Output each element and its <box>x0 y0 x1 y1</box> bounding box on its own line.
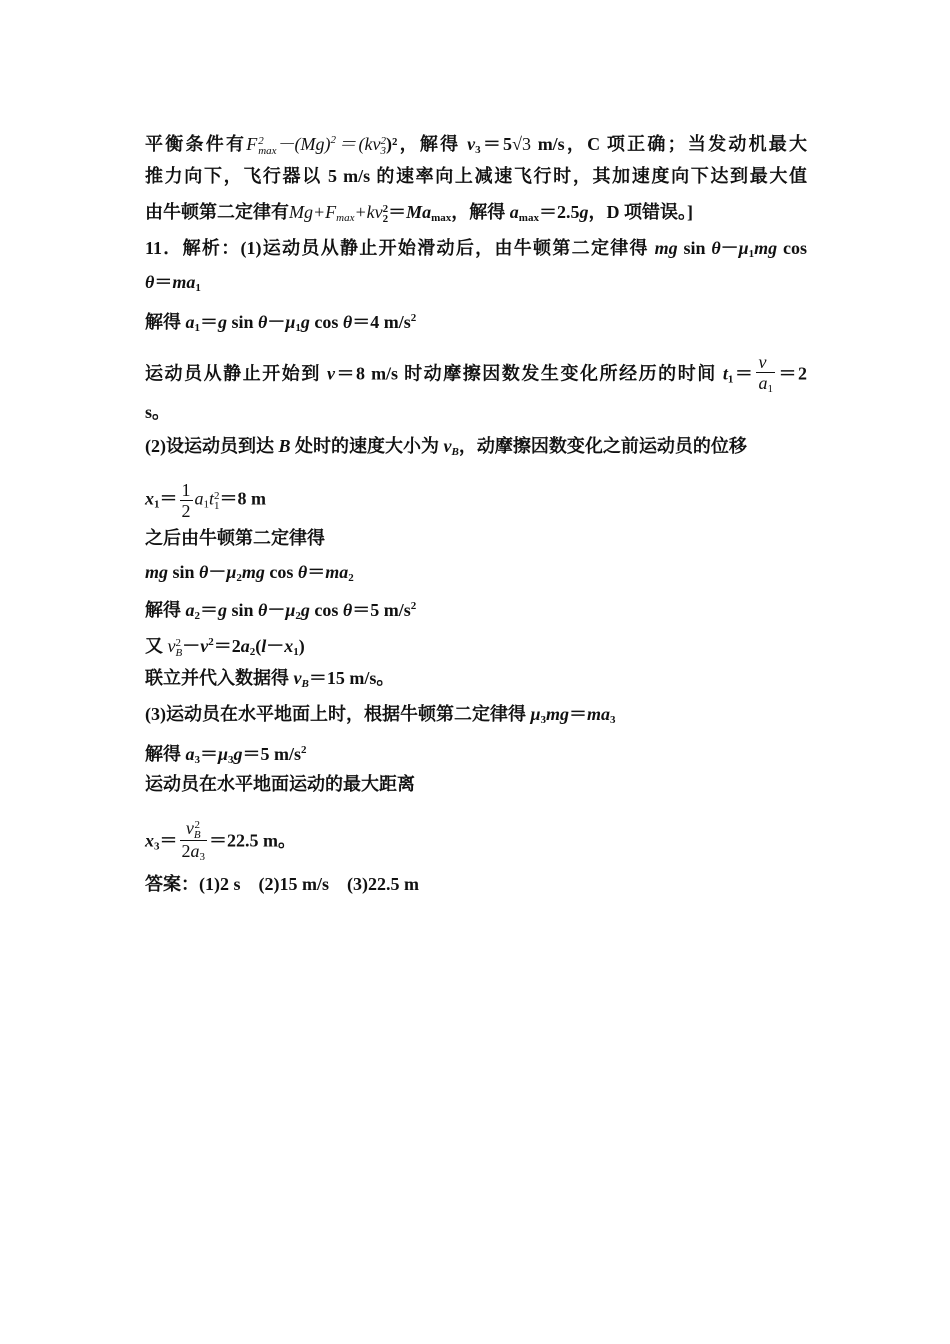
text-line-5: $\theta=ma_1$ <box>145 272 201 294</box>
text-line-8: s。 <box>145 402 171 422</box>
text-line-2: 推力向下，飞行器以 5 m/s 的速率向上减速飞行时，其加速度向下达到最大值 <box>145 166 807 186</box>
answer-values: (1)2 s (2)15 m/s (3)22.5 m <box>199 874 419 894</box>
text-line-9: (2)设运动员到达 B 处时的速度大小为 $v_B$，动摩擦因数变化之前运动员的位移 <box>145 436 747 458</box>
text-line-13: 解得 $a_2=g$ $\sin \theta-\mu_2g$ cos θ＝5 $m/s^2$ <box>145 600 417 622</box>
text-line-19: $x_3=$ v 2 B $2a_3$ ＝22.5 m。 <box>145 818 296 867</box>
text-line-16: (3)运动员在水平地面上时，根据牛顿第二定律得 $\mu_3mg=ma_3$ <box>145 704 616 726</box>
text-line-17: 解得 $a_3=\mu_3g=5$ $m/s^2$ <box>145 744 307 766</box>
text-line-18: 运动员在水平地面运动的最大距离 <box>145 774 415 794</box>
text-line-11: 之后由牛顿第二定律得 <box>145 528 325 548</box>
answer-label: 答案： <box>145 874 199 894</box>
text-line-1: 平衡条件有F 2 max $-(Mg)^2=(kv$ 2 3 )²，解得 $v_3=5√3$ m/s，C 项正确；当发动机最大 <box>145 134 808 157</box>
text-line-7: 运动员从静止开始到 v＝8 m/s 时动摩擦因数发生变化所经历的时间 $t_1=$ $\frac{v}{a_1}$ ＝2 <box>145 352 807 399</box>
text-line-3: 由牛顿第二定律有$Mg+F_{max}+kv$ 2 2 $=Ma_{max}$，解得 $a_{max}=2.5g$，D 项错误。] <box>145 202 693 225</box>
fraction-one-half: $\frac{1}{2}$ <box>181 480 191 521</box>
text-line-6: 解得 $a_1=g$ $\sin \theta-\mu_1g$ cos θ＝4 $m/s^2$ <box>145 312 417 334</box>
text-line-10: $x_1=$ $\frac{1}{2}$ $a_1t$ 2 1 ＝8 m <box>145 480 267 521</box>
fraction-vb2-over-2a3: v 2 B $2a_3$ <box>181 818 205 863</box>
text-line-14: 又 v 2 B $-v^2=2a_2(l-x_1)$ <box>145 636 305 659</box>
text-line-12: mg $\sin \theta-\mu_2mg$ $\cos \theta=ma_2$ <box>145 562 354 584</box>
text-line-4: 11．解析：(1)运动员从静止开始滑动后，由牛顿第二定律得 mg $\sin \theta-\mu_1mg$ cos <box>145 238 807 260</box>
answer-line <box>145 872 419 896</box>
fraction-v-over-a1: $\frac{v}{a_1}$ <box>758 352 773 395</box>
text-line-15: 联立并代入数据得 $v_B=15$ m/s。 <box>145 668 395 690</box>
